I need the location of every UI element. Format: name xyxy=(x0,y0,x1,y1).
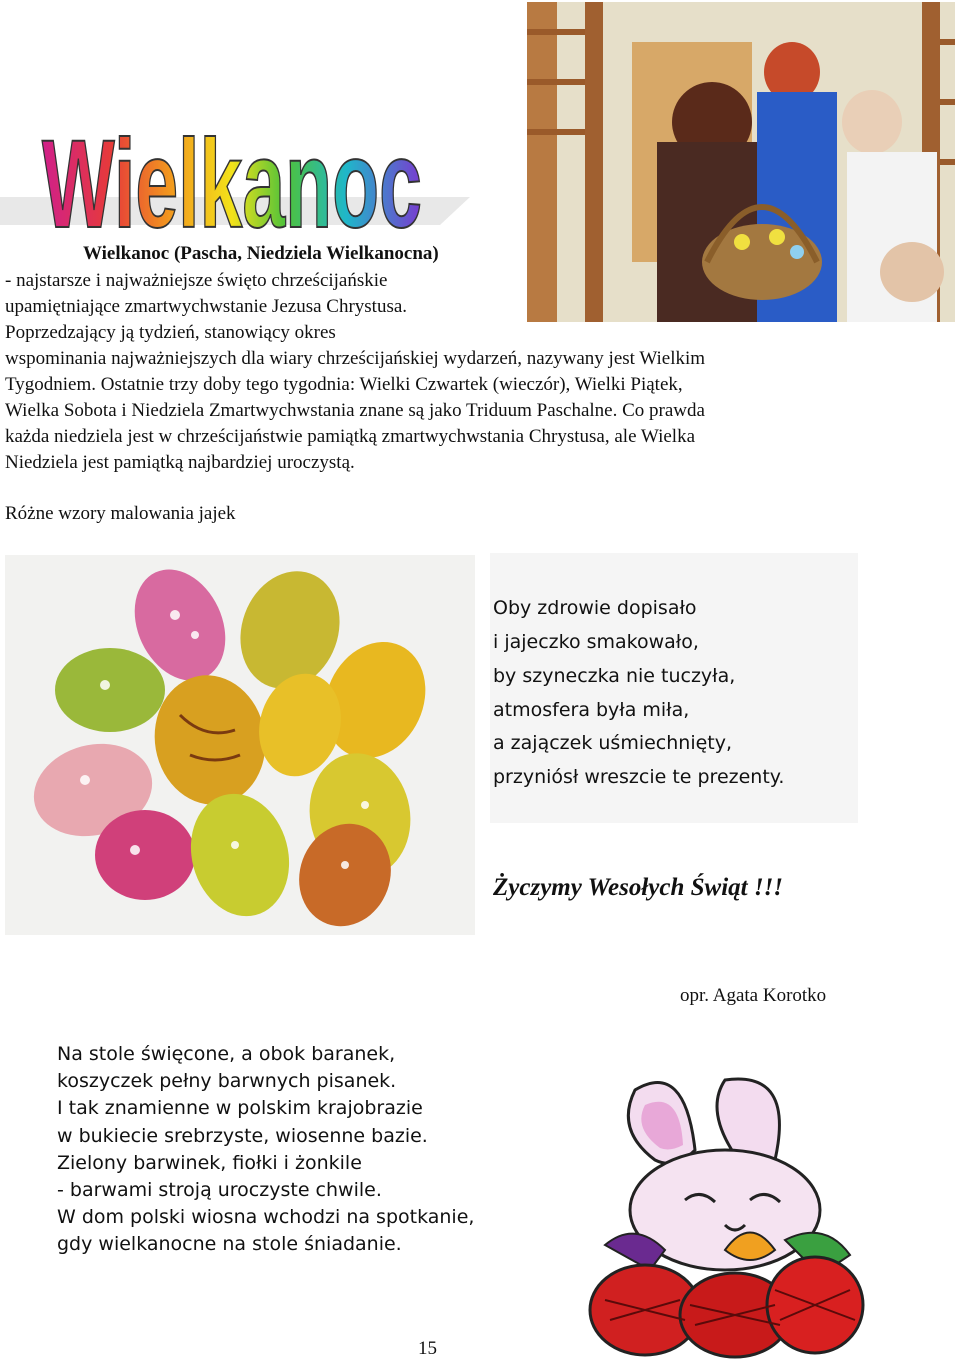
intro-line: Niedziela jest pamiątką najbardziej uroczystą. xyxy=(5,452,355,473)
verse-line: Na stole święcone, a obok baranek, xyxy=(57,1043,396,1065)
poem-line: i jajeczko smakowało, xyxy=(493,631,699,653)
logo-wordart: Wielkanoc xyxy=(42,115,422,245)
verse-line: koszyczek pełny barwnych pisanek. xyxy=(57,1070,397,1092)
intro-line: Poprzedzający ją tydzień, stanowiący okres xyxy=(5,322,336,343)
intro-line: upamiętniające zmartwychwstanie Jezusa Chrystusa. xyxy=(5,296,408,317)
intro-line: - najstarsze i najważniejsze święto chrześcijańskie xyxy=(5,270,388,291)
intro-line: każda niedziela jest w chrześcijaństwie pamiątką zmartwychwstania Chrystusa, ale Wielka xyxy=(5,426,696,447)
painted-easter-eggs-photo xyxy=(5,555,475,935)
verse-line: I tak znamienne w polskim krajobrazie xyxy=(57,1097,423,1119)
intro-line: wspominania najważniejszych dla wiary chrześcijańskiej wydarzeń, nazywany jest Wielkim xyxy=(5,348,706,369)
easter-bunny-icon xyxy=(575,1060,875,1360)
verse-line: - barwami stroją uroczyste chwile. xyxy=(57,1179,382,1201)
poem-line: a zajączek uśmiechnięty, xyxy=(493,732,733,754)
verse-line: w bukiecie srebrzyste, wiosenne bazie. xyxy=(57,1125,428,1147)
verse-line: W dom polski wiosna wchodzi na spotkanie, xyxy=(57,1206,475,1228)
intro-line: Wielka Sobota i Niedziela Zmartwychwstania znane są jako Triduum Paschalne. Co prawda xyxy=(5,400,705,421)
page-number: 15 xyxy=(418,1338,437,1359)
eggs-caption: Różne wzory malowania jajek xyxy=(5,503,236,524)
classroom-easter-basket-photo xyxy=(527,2,955,322)
easter-wishes: Życzymy Wesołych Świąt !!! xyxy=(493,874,784,901)
intro-title: Wielkanoc (Pascha, Niedziela Wielkanocna) xyxy=(83,243,439,264)
author-credit: opr. Agata Korotko xyxy=(680,985,827,1006)
poem-line: przyniósł wreszcie te prezenty. xyxy=(493,766,785,788)
intro-line: Tygodniem. Ostatnie trzy doby tego tygodnia: Wielki Czwartek (wieczór), Wielki Piątek, xyxy=(5,374,683,395)
poem-line: by szyneczka nie tuczyła, xyxy=(493,665,736,687)
poem-line: Oby zdrowie dopisało xyxy=(493,597,697,619)
verse-line: gdy wielkanocne na stole śniadanie. xyxy=(57,1233,402,1255)
verse-line: Zielony barwinek, fiołki i żonkile xyxy=(57,1152,362,1174)
poem-line: atmosfera była miła, xyxy=(493,699,690,721)
wielkanoc-logo xyxy=(0,105,470,245)
